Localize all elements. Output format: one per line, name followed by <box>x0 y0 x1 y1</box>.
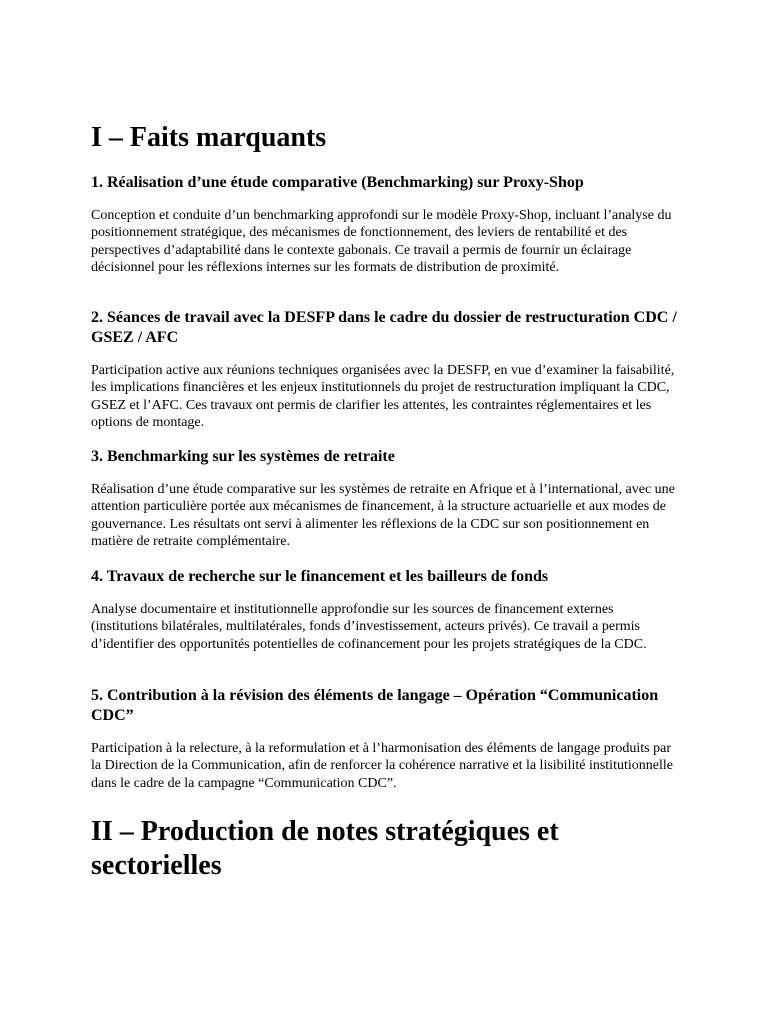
item-3-body: Réalisation d’une étude comparative sur les systèmes de retraite en Afrique et à l’international, avec une attention particulière portée aux mécanismes de financement, à la structure actuarielle et aux modes de gouvernance. Les résultats ont servi à alimenter les réflexions de la CDC sur son positionnement en matière de retraite complémentaire. <box>91 482 675 549</box>
item-4-body: Analyse documentaire et institutionnelle approfondie sur les sources de financement externes (institutions bilatérales, multilatérales, fonds d’investissement, acteurs privés). Ce travail a permis d’identifier des opportunités potentielles de cofinancement pour les projets stratégiques de la CDC. <box>91 602 647 652</box>
item-5-body: Participation à la relecture, à la reformulation et à l’harmonisation des éléments de langage produits par la Direction de la Communication, afin de renforcer la cohérence narrative et la lisibilité institutionnelle dans le cadre de la campagne “Communication CDC”. <box>91 741 673 791</box>
item-2-heading: 2. Séances de travail avec la DESFP dans le cadre du dossier de restructuration CDC / GSEZ / AFC <box>91 309 677 346</box>
item-4-heading: 4. Travaux de recherche sur le financement et les bailleurs de fonds <box>91 568 549 585</box>
section-item-2 <box>91 308 681 431</box>
section-item-4 <box>91 567 681 653</box>
item-1-body: Conception et conduite d’un benchmarking approfondi sur le modèle Proxy-Shop, incluant l’analyse du positionnement stratégique, des mécanismes de fonctionnement, des leviers de rentabilité et des perspectives d’adaptabilité dans le contexte gabonais. Ce travail a permis de fournir un éclairage décisionnel pour les réflexions internes sur les formats de distribution de proximité. <box>91 208 672 275</box>
item-2-body: Participation active aux réunions techniques organisées avec la DESFP, en vue d’examiner la faisabilité, les implications financières et les enjeux institutionnels du projet de restructuration impliquant la CDC, GSEZ et l’AFC. Ces travaux ont permis de clarifier les attentes, les contraintes réglementaires et les options de montage. <box>91 363 675 430</box>
section-item-3 <box>91 447 681 550</box>
section-1-title: I – Faits marquants <box>91 122 327 153</box>
item-3-heading: 3. Benchmarking sur les systèmes de retraite <box>91 448 395 465</box>
section-item-5 <box>91 686 681 792</box>
section-2-title: II – Production de notes stratégiques et sectorielles <box>91 816 559 881</box>
item-1-heading: 1. Réalisation d’une étude comparative (Benchmarking) sur Proxy-Shop <box>91 174 584 191</box>
section-item-1 <box>91 173 681 276</box>
item-5-heading: 5. Contribution à la révision des éléments de langage – Opération “Communication CDC” <box>91 687 659 724</box>
